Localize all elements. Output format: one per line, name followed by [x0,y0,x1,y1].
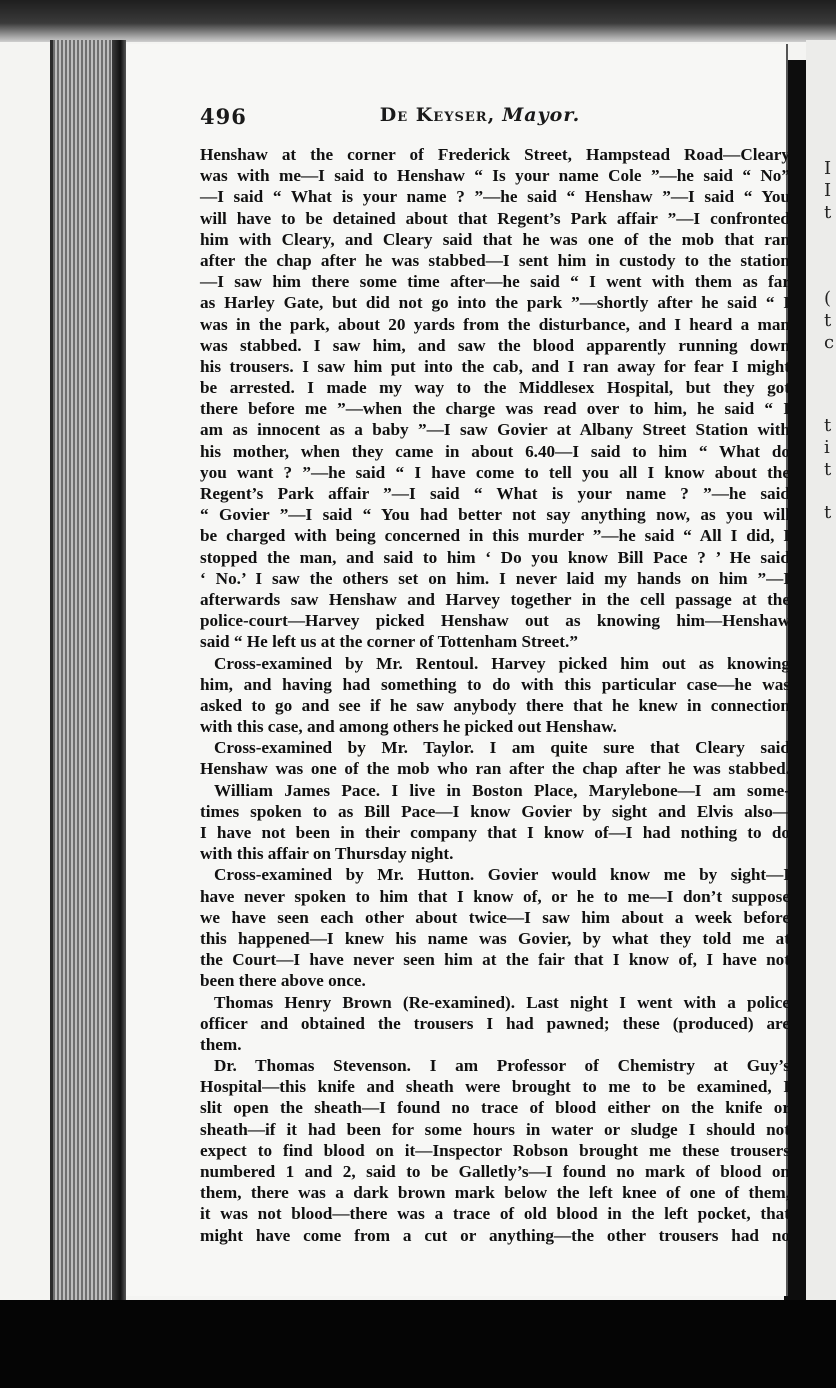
facing-page-char: t [824,202,832,223]
text-line: Regent’s Park affair ”—I said “ What is your name ? ”—he said [200,484,790,503]
text-line: —I said “ What is your name ? ”—he said “ Henshaw ”—I said “ You [200,187,790,207]
book-binding [112,40,126,1302]
text-line: his mother, when they came in about 6.40—I said to him “ What do [200,441,790,461]
text-line: have never spoken to him that I know of, or he to me—I don’t suppose [200,886,790,906]
text-line: ‘ No.’ I saw the others set on him. I never laid my hands on him ”—I [200,568,790,588]
text-line: as Harley Gate, but did not go into the park ”—shortly after he said “ I [200,293,790,313]
text-line: with this affair on Thursday night. [200,844,454,864]
text-line: was in the park, about 20 yards from the disturbance, and I heard a man [200,314,790,334]
facing-page-fragment [806,40,836,1300]
text-line: Thomas Henry Brown (Re-examined). Last night I went with a police [214,992,790,1012]
text-line: be charged with being concerned in this murder ”—he said “ All I did, I [200,526,790,546]
facing-page-char: t [824,459,832,480]
text-line: stopped the man, and said to him ‘ Do you know Bill Pace ? ’ He said [200,547,790,567]
facing-page-char: t [824,310,832,331]
facing-page-char: c [824,332,835,353]
facing-page-char: I [824,158,832,179]
text-line: them, there was a dark brown mark below the left knee of one of them, [200,1183,790,1203]
text-line: was with me—I said to Henshaw “ Is your name Cole ”—he said “ No” [200,166,790,186]
text-line: be arrested. I made my way to the Middlesex Hospital, but they got [200,378,790,398]
running-head-title: Mayor. [502,104,581,126]
facing-page-char: t [824,502,832,523]
text-line: the Court—I have never seen him at the fair that I know of, I have not [200,950,790,970]
text-line: said “ He left us at the corner of Tottenham Street.” [200,632,578,652]
text-line: was stabbed. I saw him, and saw the blood apparently running down [200,335,790,355]
text-line: times spoken to as Bill Pace—I know Govier by sight and Elvis also— [200,801,790,821]
text-line: Cross-examined by Mr. Rentoul. Harvey picked him out as knowing [214,653,790,673]
text-line: Cross-examined by Mr. Taylor. I am quite sure that Cleary said [214,738,790,758]
text-line: am as innocent as a baby ”—I saw Govier at Albany Street Station with [200,420,790,440]
running-head [200,104,760,126]
text-line: Henshaw at the corner of Frederick Street, Hampstead Road—Cleary [200,145,790,164]
text-line: there before me ”—when the charge was read over to him, he said “ I [200,399,790,419]
text-line: officer and obtained the trousers I had pawned; these (produced) are [200,1013,790,1033]
text-line: numbered 1 and 2, said to be Galletly’s—I found no mark of blood on [200,1162,790,1181]
facing-page-char: I [824,180,832,201]
text-line: his trousers. I saw him put into the cab, and I ran away for fear I might [200,356,790,376]
text-line: police-court—Harvey picked Henshaw out as knowing him—Henshaw [200,611,790,631]
text-line: might have come from a cut or anything—the other trousers had no [200,1225,790,1245]
facing-page-char: i [824,437,830,458]
text-line: it was not blood—there was a trace of old blood in the left pocket, that [200,1204,790,1224]
text-line: I have not been in their company that I know of—I had nothing to do [200,823,790,842]
page-header [200,104,760,134]
text-line: with this case, and among others he picked out Henshaw. [200,717,617,737]
text-line: expect to find blood on it—Inspector Robson brought me these trousers [200,1140,790,1160]
scanner-shadow-top [0,0,836,42]
text-line: you want ? ”—he said “ I have come to tell you all I know about the [200,462,790,482]
body-text [200,144,790,1246]
text-line: him with Cleary, and Cleary said that he was one of the mob that ran [200,229,790,249]
text-line: sheath—if it had been for some hours in water or sludge I should not [200,1119,790,1139]
text-line: Henshaw was one of the mob who ran after the chap after he was stabbed. [200,759,790,779]
page-number: 496 [200,104,247,129]
text-line: been there above once. [200,971,366,991]
text-line: slit open the sheath—I found no trace of blood either on the knife or [200,1098,790,1118]
facing-page-char: ( [824,288,832,309]
text-line: him, and having had something to do with this particular case—he was [200,674,790,694]
text-line: —I saw him there some time after—he said “ I went with them as far [200,272,790,292]
book-page [126,44,788,1296]
text-line: afterwards saw Henshaw and Harvey together in the cell passage at the [200,589,790,609]
scanner-shadow-bottom [0,1300,836,1388]
facing-page-char: t [824,415,832,436]
text-line: Cross-examined by Mr. Hutton. Govier would know me by sight—I [214,865,790,885]
text-line: this happened—I knew his name was Govier, by what they told me at [200,928,790,948]
text-line: “ Govier ”—I said “ You had better not say anything now, as you will [200,505,790,525]
text-line: Dr. Thomas Stevenson. I am Professor of Chemistry at Guy’s [214,1056,790,1076]
running-head-name: De Keyser, [379,104,496,126]
text-line: after the chap after he was stabbed—I sent him in custody to the station [200,250,790,270]
text-line: William James Pace. I live in Boston Place, Marylebone—I am some- [214,780,790,800]
text-line: we have seen each other about twice—I saw him about a week before [200,907,790,927]
text-line: them. [200,1034,242,1054]
text-line: Hospital—this knife and sheath were brought to me to be examined, I [200,1077,790,1097]
text-line: will have to be detained about that Regent’s Park affair ”—I confronted [200,208,790,228]
text-line: asked to go and see if he saw anybody there that he knew in connection [200,695,790,715]
